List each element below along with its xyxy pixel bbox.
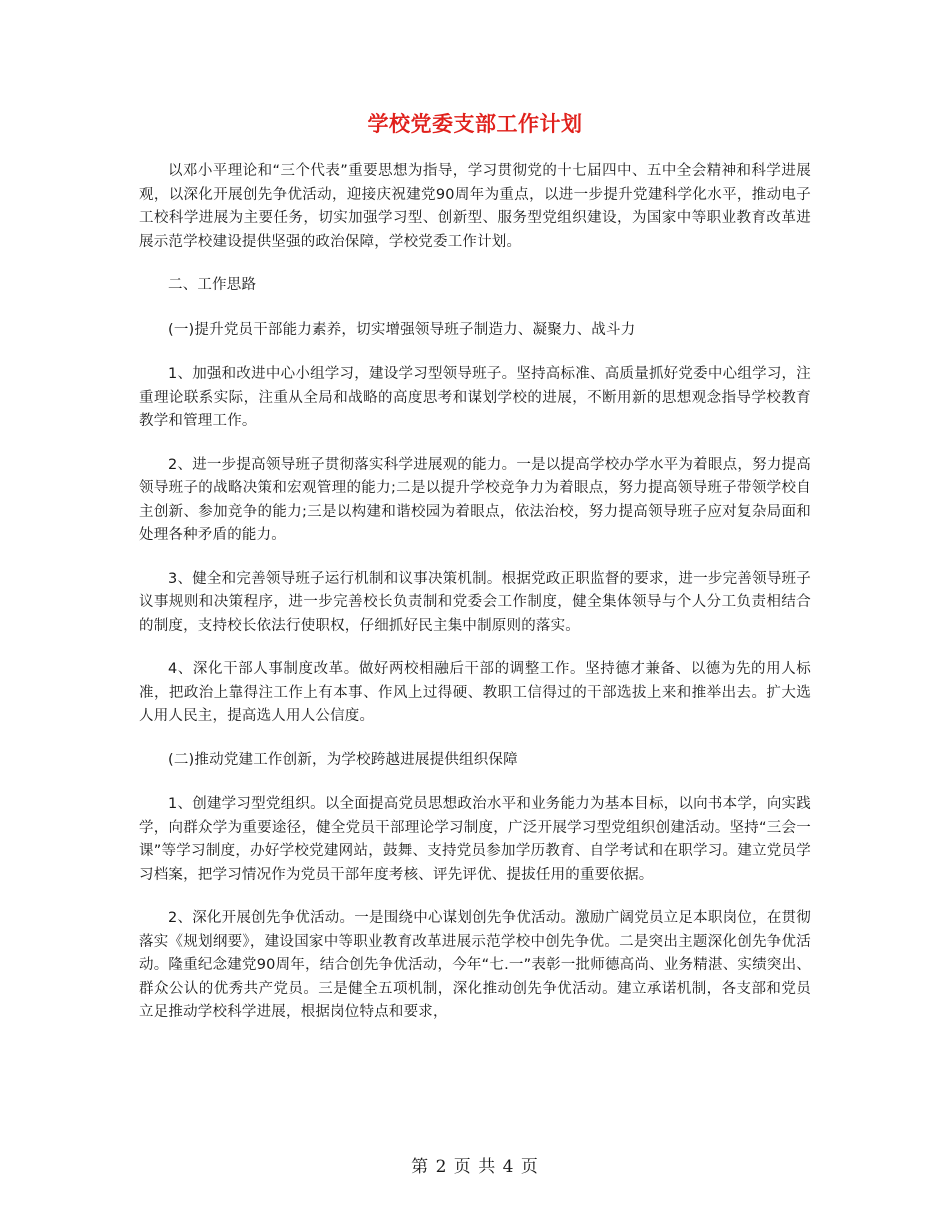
document-body [139, 160, 811, 1045]
document-title: 学校党委支部工作计划 [367, 112, 583, 136]
paragraph-item-1-3: 3、健全和完善领导班子运行机制和议事决策机制。根据党政正职监督的要求，进一步完善领导班子议事规则和决策程序，进一步完善校长负责制和党委会工作制度，健全集体领导与个人分工负责相结合的制度，支持校长依法行使职权，仔细抓好民主集中制原则的落实。 [139, 570, 811, 634]
paragraph-item-1-1: 1、加强和改进中心小组学习，建设学习型领导班子。坚持高标准、高质量抓好党委中心组学习，注重理论联系实际，注重从全局和战略的高度思考和谋划学校的进展，不断用新的思想观念指导学校教育教学和管理工作。 [139, 366, 811, 429]
paragraph-item-2-2: 2、深化开展创先争优活动。一是围绕中心谋划创先争优活动。激励广阔党员立足本职岗位，在贯彻落实《规划纲要》，建设国家中等职业教育改革进展示范学校中创先争优。二是突出主题深化创先争优活动。隆重纪念建党90周年，结合创先争优活动，今年“七.一”表彰一批师德高尚、业务精湛、实绩突出、群众公认的优秀共产党员。三是健全五项机制，深化推动创先争优活动。建立承诺机制，各支部和党员立足推动学校科学进展，根据岗位特点和要求， [139, 910, 811, 1020]
paragraph-item-1-4: 4、深化干部人事制度改革。做好两校相融后干部的调整工作。坚持德才兼备、以德为先的用人标准，把政治上靠得注工作上有本事、作风上过得硬、教职工信得过的干部选拔上来和推举出去。扩大选人用人民主，提高选人用人公信度。 [139, 661, 811, 724]
paragraph-item-1-2: 2、进一步提高领导班子贯彻落实科学进展观的能力。一是以提高学校办学水平为着眼点，努力提高领导班子的战略决策和宏观管理的能力;二是以提升学校竞争力为着眼点，努力提高领导班子带领学校自主创新、参加竞争的能力;三是以构建和谐校园为着眼点，依法治校，努力提高领导班子应对复杂局面和处理各种矛盾的能力。 [139, 456, 811, 543]
paragraph-intro: 以邓小平理论和“三个代表”重要思想为指导，学习贯彻党的十七届四中、五中全会精神和科学进展观，以深化开展创先争优活动，迎接庆祝建党90周年为重点，以进一步提升党建科学化水平，推动电子工校科学进展为主要任务，切实加强学习型、创新型、服务型党组织建设，为国家中等职业教育改革进展示范学校建设提供坚强的政治保障，学校党委工作计划。 [139, 163, 811, 250]
subsection-heading-1: (一)提升党员干部能力素养，切实增强领导班子制造力、凝聚力、战斗力 [168, 321, 636, 338]
page-footer: 第 2 页 共 4 页 [411, 1157, 539, 1177]
paragraph-item-2-1: 1、创建学习型党组织。以全面提高党员思想政治水平和业务能力为基本目标，以向书本学，向实践学，向群众学为重要途径，健全党员干部理论学习制度，广泛开展学习型党组织创建活动。坚持“三会一课”等学习制度，办好学校党建网站，鼓舞、支持党员参加学历教育、自学考试和在职学习。建立党员学习档案，把学习情况作为党员干部年度考核、评先评优、提拔任用的重要依据。 [139, 796, 811, 883]
section-heading-work-ideas: 二、工作思路 [168, 277, 257, 293]
subsection-heading-2: (二)推动党建工作创新，为学校跨越进展提供组织保障 [168, 751, 518, 768]
